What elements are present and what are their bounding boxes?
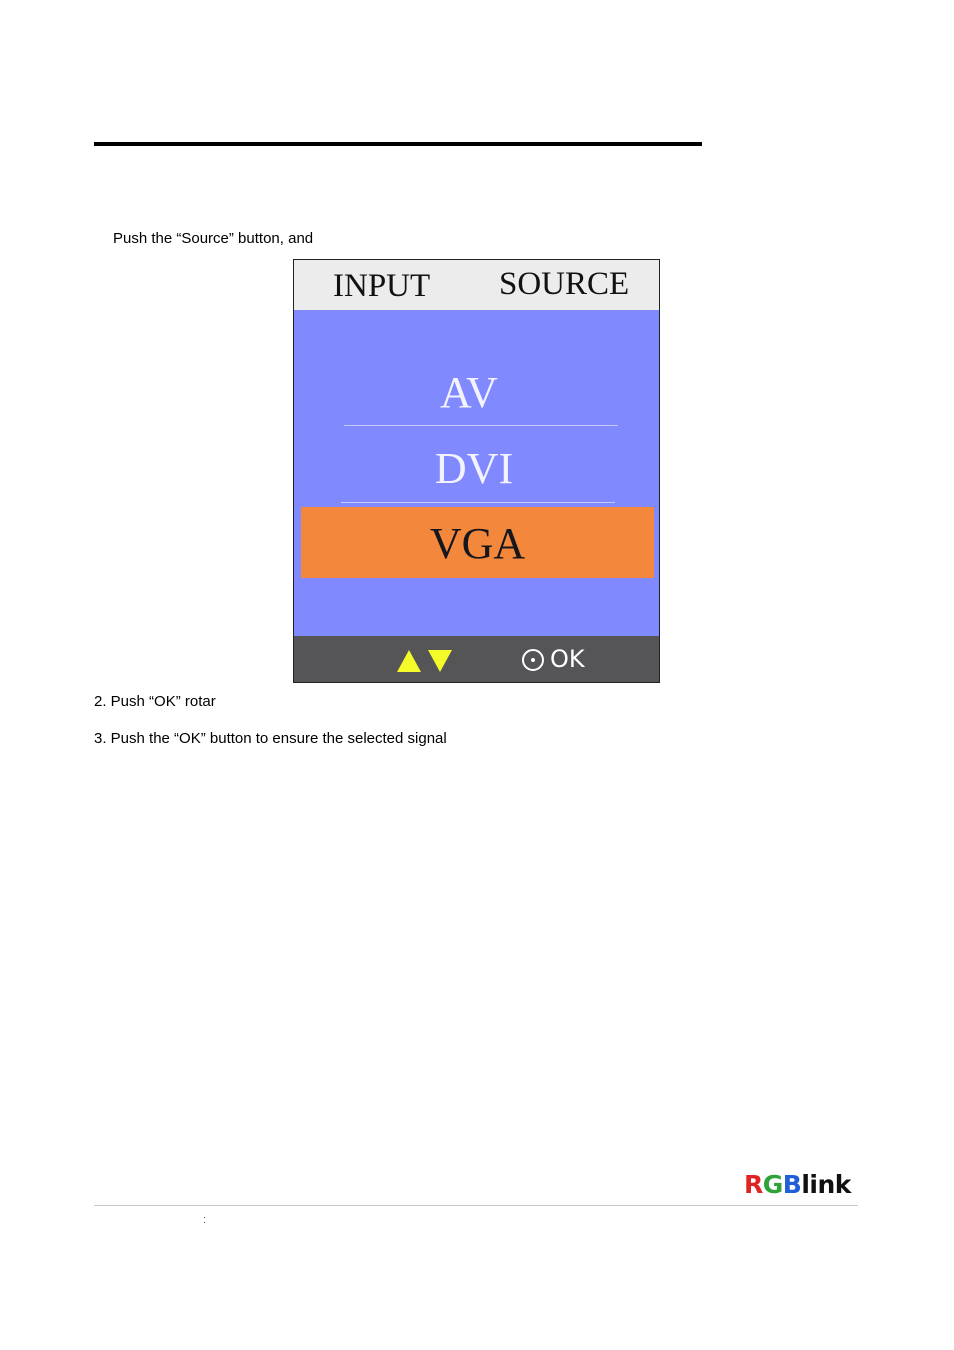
ok-label: OK [550,645,585,673]
rgblink-logo: RGBlink [744,1170,851,1199]
step-3-text: 3. Push the “OK” button to ensure the selected signal [94,730,447,747]
menu-item-av[interactable]: AV [440,368,498,417]
menu-divider [344,425,618,426]
ok-knob-icon [522,649,544,671]
header-input-label: INPUT [333,268,431,304]
step-2-text: 2. Push “OK” rotar [94,693,216,710]
down-arrow-icon [428,650,452,672]
menu-item-vga-selected[interactable]: VGA [301,507,654,578]
top-rule [94,142,702,146]
up-arrow-icon [397,650,421,672]
screen-header [294,260,659,310]
menu-divider [341,502,615,503]
footer-colon: : [203,1214,207,1226]
header-source-label: SOURCE [499,266,630,302]
screen-footer [294,636,659,682]
intro-text: Push the “Source” button, and [113,230,314,247]
menu-item-dvi[interactable]: DVI [434,444,514,493]
footer-rule [94,1205,858,1206]
input-source-screen [293,259,660,683]
